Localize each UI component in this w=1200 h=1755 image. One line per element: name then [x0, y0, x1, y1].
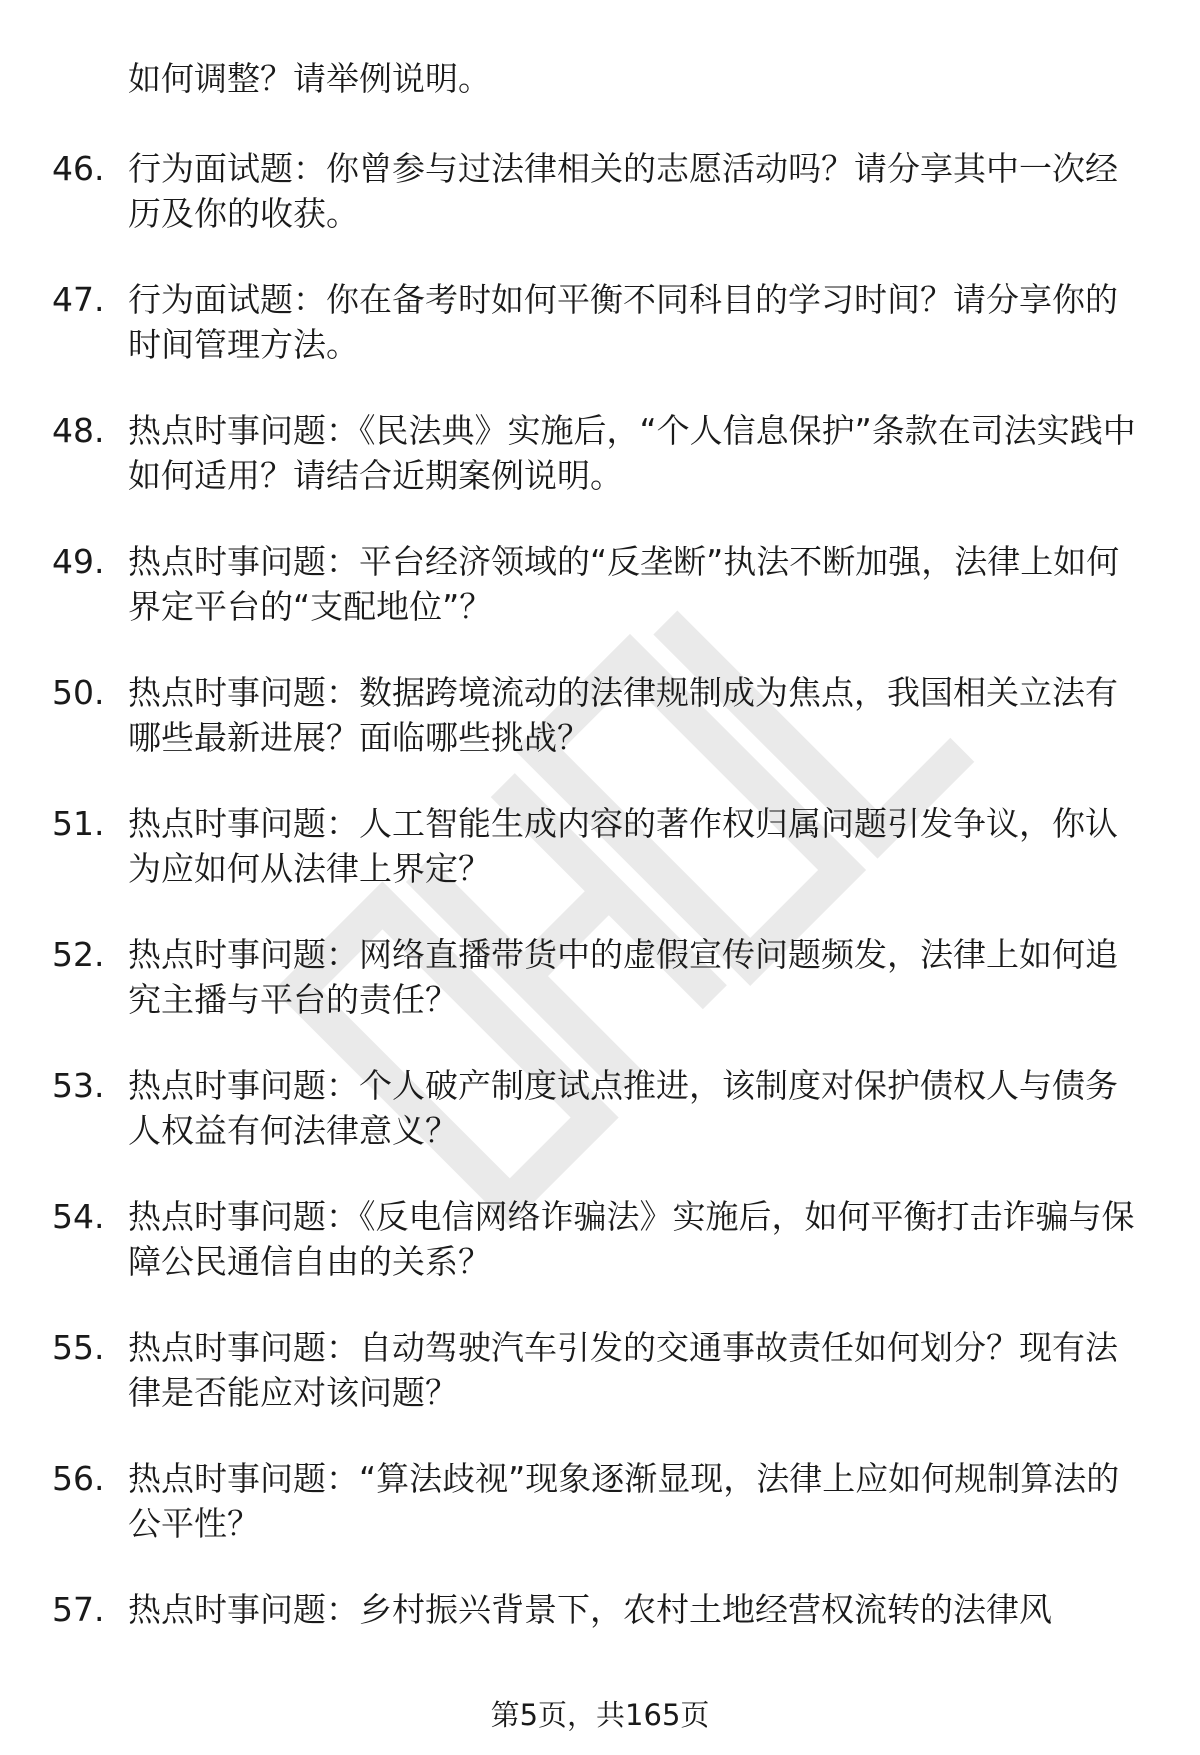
item-number: 54.	[52, 1197, 105, 1236]
list-item	[52, 1325, 1142, 1456]
item-text: 热点时事问题：《反电信网络诈骗法》实施后，如何平衡打击诈骗与保障公民通信自由的关系？	[128, 1197, 1135, 1281]
list-item	[52, 801, 1142, 932]
item-text: 热点时事问题：个人破产制度试点推进，该制度对保护债权人与债务人权益有何法律意义？	[128, 1066, 1118, 1150]
item-number: 57.	[52, 1590, 105, 1629]
list-item	[52, 408, 1142, 539]
item-text: 热点时事问题：《民法典》实施后，“个人信息保护”条款在司法实践中如何适用？请结合近期案例说明。	[128, 411, 1136, 495]
list-item	[52, 277, 1142, 408]
item-number: 55.	[52, 1328, 105, 1367]
list-item	[52, 670, 1142, 801]
item-text: 热点时事问题：数据跨境流动的法律规制成为焦点，我国相关立法有哪些最新进展？面临哪些挑战？	[128, 673, 1118, 757]
list-item	[52, 539, 1142, 670]
item-number: 56.	[52, 1459, 105, 1498]
item-text: 行为面试题：你在备考时如何平衡不同科目的学习时间？请分享你的时间管理方法。	[128, 280, 1118, 364]
question-list	[52, 146, 1142, 1718]
item-number: 46.	[52, 149, 105, 188]
item-text: 热点时事问题：自动驾驶汽车引发的交通事故责任如何划分？现有法律是否能应对该问题？	[128, 1328, 1118, 1412]
list-item	[52, 1194, 1142, 1325]
item-number: 52.	[52, 935, 105, 974]
item-text: 热点时事问题：网络直播带货中的虚假宣传问题频发，法律上如何追究主播与平台的责任？	[128, 935, 1118, 1019]
item-number: 53.	[52, 1066, 105, 1105]
list-item	[52, 1063, 1142, 1194]
list-item	[52, 1456, 1142, 1587]
item-number: 51.	[52, 804, 105, 843]
item-text: 行为面试题：你曾参与过法律相关的志愿活动吗？请分享其中一次经历及你的收获。	[128, 149, 1118, 233]
item-number: 49.	[52, 542, 105, 581]
continued-text: 如何调整？请举例说明。	[128, 59, 491, 98]
page-footer: 第5页，共165页	[490, 1698, 710, 1732]
item-number: 50.	[52, 673, 105, 712]
list-item	[52, 146, 1142, 277]
item-number: 48.	[52, 411, 105, 450]
item-number: 47.	[52, 280, 105, 319]
item-text: 热点时事问题：乡村振兴背景下，农村土地经营权流转的法律风	[128, 1590, 1052, 1629]
list-item	[52, 932, 1142, 1063]
item-text: 热点时事问题：“算法歧视”现象逐渐显现，法律上应如何规制算法的公平性？	[128, 1459, 1120, 1543]
item-text: 热点时事问题：人工智能生成内容的著作权归属问题引发争议，你认为应如何从法律上界定？	[128, 804, 1118, 888]
item-text: 热点时事问题：平台经济领域的“反垄断”执法不断加强，法律上如何界定平台的“支配地位”？	[128, 542, 1120, 626]
